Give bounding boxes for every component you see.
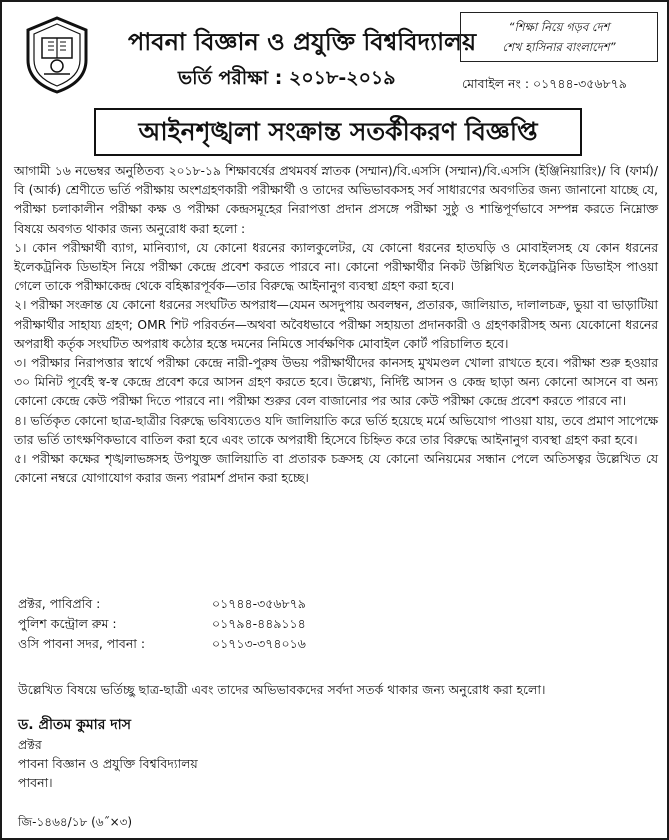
contact-label: প্রক্টর, পাবিপ্রবি :: [18, 596, 101, 611]
slogan-line-1: “শিক্ষা নিয়ে গড়ব দেশ: [508, 20, 610, 34]
reference-number: জি-১৪৬৪/১৮ (৬˝×৩): [18, 815, 133, 829]
contact-number: ০১৭৪৪-৩৫৬৮৭৯: [212, 596, 306, 611]
closing-line: উল্লেখিত বিষয়ে ভর্তিচ্ছু ছাত্র-ছাত্রী এবং তাদের অভিভাবকদের সর্বদা সতর্ক থাকার জন্য অনুরোধ করা হলো।: [18, 682, 546, 697]
university-name: পাবনা বিজ্ঞান ও প্রযুক্তি বিশ্ববিদ্যালয়: [128, 28, 477, 56]
signatory-institution: পাবনা বিজ্ঞান ও প্রযুক্তি বিশ্ববিদ্যালয়: [18, 756, 198, 771]
point-1: ১। কোন পরীক্ষার্থী ব্যাগ, মানিব্যাগ, যে কোনো ধরনের ক্যালকুলেটর, যে কোনো ধরনের হাতঘড়ি ও মোবাইলসহ যে কোন ধরনের ইলেকট্রনিক ডিভাইস নিয়ে পরীক্ষা কেন্দ্রে প্রবেশ করতে পারবে না। কোনো পরীক্ষার্থীর নিকট উল্লিখিত ইলেকট্রনিক ডিভাইস পাওয়া গেলে তাকে পরীক্ষাকেন্দ্র থেকে বহিষ্কারপূর্বক—তার বিরুদ্ধে আইনানুগ ব্যবস্থা গ্রহণ করা হবে।: [14, 240, 658, 294]
point-2: ২। পরীক্ষা সংক্রান্ত যে কোনো ধরনের সংঘটিত অপরাধ—যেমন অসদুপায় অবলম্বন, প্রতারক, জালিয়াত, দালালচক্র, ভুয়া বা ভাড়াটিয়া পরীক্ষার্থীর সাহায্য গ্রহণ; OMR শিট পরিবর্তন—অথবা অবৈধভাবে পরীক্ষা সহায়তা প্রদানকারী ও গ্রহণকারীসহ অন্য যেকোনো ধরনের অপরাধী কর্তৃক সংঘটিত অপরাধ কঠোর হস্তে দমনের নিমিত্তে সার্বক্ষণিক মোবাইল কোর্ট পরিচালিত হবে।: [14, 298, 658, 351]
signatory-designation: প্রক্টর: [18, 737, 42, 752]
point-5: ৫। পরীক্ষা কক্ষের শৃঙ্খলাভঙ্গসহ উপযুক্ত জালিয়াতি বা প্রতারক চক্রসহ যে কোনো অনিয়মের সন্ধান পেলে অতিসত্বর উল্লেখিত যে কোনো নম্বরে যোগাযোগ করার জন্য পরামর্শ প্রদান করা হচ্ছে।: [14, 452, 658, 486]
notice-title: আইনশৃঙ্খলা সংক্রান্ত সতর্কীকরণ বিজ্ঞপ্তি: [94, 108, 582, 156]
contact-row: [18, 594, 306, 614]
contact-number: ০১৭১৩-৩৭৪০১৬: [212, 636, 306, 651]
intro-paragraph: আগামী ১৬ নভেম্বর অনুষ্ঠিতব্য ২০১৮-১৯ শিক্ষাবর্ষের প্রথমবর্ষ স্নাতক (সম্মান)/বি.এসসি (সম্মান)/বি.এসসি (ইঞ্জিনিয়ারিং)/ বি (ফার্ম)/বি (আর্ক) শ্রেণীতে ভর্তি পরীক্ষায় অংশগ্রহণকারী পরীক্ষার্থী ও তাদের অভিভাবকসহ সর্ব সাধারণের অবগতির জন্য জানানো যাচ্ছে যে, পরীক্ষা চলাকালীন পরীক্ষা কক্ষ ও পরীক্ষা কেন্দ্রসমূহের নিরাপত্তা প্রদান প্রসঙ্গে পরীক্ষা সুষ্ঠু ও শান্তিপূর্ণভাবে সম্পন্ন করতে নিম্নোক্ত বিষয়ে অবগত থাকার জন্য অনুরোধ করা হলো :: [14, 164, 658, 236]
slogan-line-2: শেখ হাসিনার বাংলাদেশ”: [502, 40, 616, 54]
exam-title: ভর্তি পরীক্ষা : ২০১৮-২০১৯: [178, 67, 396, 89]
contact-row: [18, 634, 306, 654]
signatory-name: ড. প্রীতম কুমার দাস: [18, 717, 131, 733]
university-seal-icon: [24, 16, 90, 94]
point-3: ৩। পরীক্ষার নিরাপত্তার স্বার্থে পরীক্ষা কেন্দ্রে নারী-পুরুষ উভয় পরীক্ষার্থীদের কানসহ মুখমণ্ডল খোলা রাখতে হবে। পরীক্ষা শুরু হওয়ার ৩০ মিনিট পূর্বেই স্ব-স্ব কেন্দ্রে প্রবেশ করে আসন গ্রহণ করতে হবে। উল্লেখ্য, নির্দিষ্ট আসন ও কেন্দ্র ছাড়া অন্য কোনো আসনে বা অন্য কোনো কেন্দ্রে কেউ পরীক্ষা দিতে পারবে না। পরীক্ষা শুরুর বেল বাজানোর পর আর কেউ পরীক্ষা কেন্দ্রে প্রবেশ করতে পারবে না।: [14, 356, 658, 409]
point-4: ৪। ভর্তিকৃত কোনো ছাত্র-ছাত্রীর বিরুদ্ধে ভবিষ্যতেও যদি জালিয়াতি করে ভর্তি হয়েছে মর্মে অভিযোগ পাওয়া যায়, তবে প্রমাণ সাপেক্ষে তার ভর্তি তাৎক্ষণিকভাবে বাতিল করা হবে এবং তাকে অপরাধী হিসেবে চিহ্নিত করে তার বিরুদ্ধে আইনানুগ ব্যবস্থা গ্রহণ করা হবে।: [14, 413, 658, 447]
signature-block: [18, 716, 198, 792]
slogan-box: [460, 12, 658, 62]
contact-label: পুলিশ কন্ট্রোল রুম :: [18, 616, 117, 631]
contact-label: ওসি পাবনা সদর, পাবনা :: [18, 636, 146, 651]
contact-list: [18, 594, 306, 654]
contact-number: ০১৭৯৪-৪৪৯১১৪: [212, 616, 306, 631]
signatory-city: পাবনা।: [18, 775, 53, 790]
mobile-number: মোবাইল নং : ০১৭৪৪-৩৫৬৮৭৯: [462, 76, 627, 91]
header: [2, 2, 667, 102]
notice-body: [14, 162, 658, 488]
contact-row: [18, 614, 306, 634]
